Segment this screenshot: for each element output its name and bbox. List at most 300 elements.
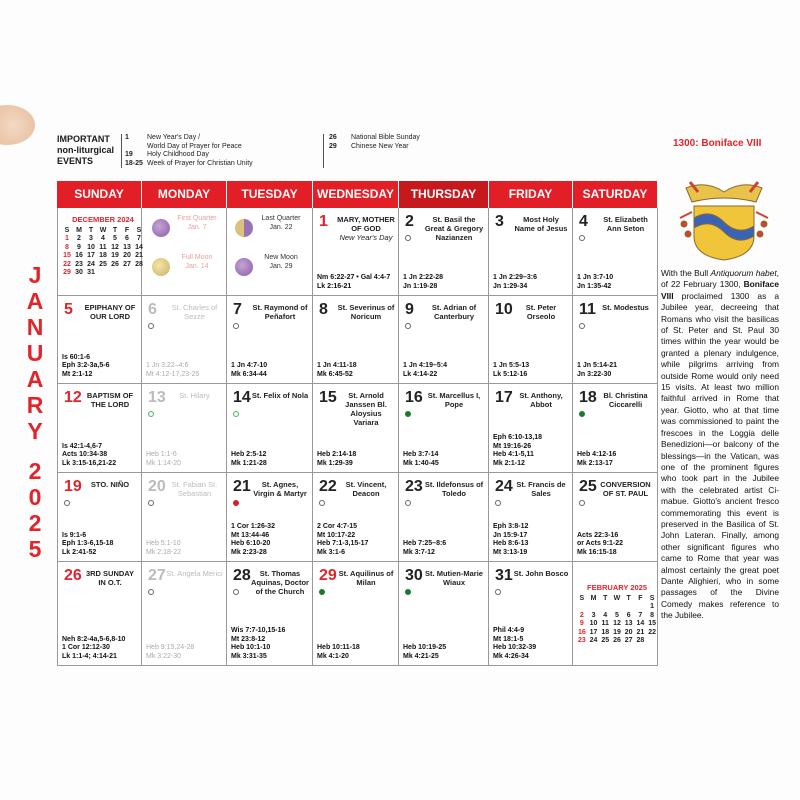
saint-title: St. Aquilinus of Milan <box>338 569 394 587</box>
day-cell <box>399 473 489 562</box>
mini-calendar-day: 9 <box>77 243 81 251</box>
mini-calendar-day: 9 <box>579 620 584 627</box>
readings <box>146 362 199 379</box>
saint-title: St. Arnold Janssen Bl. Aloysius Variara <box>345 391 387 427</box>
mini-calendar-head-cell: F <box>124 226 130 234</box>
liturgical-color-dot <box>64 500 70 506</box>
day-number: 4 <box>579 213 588 230</box>
liturgical-color-dot <box>148 500 154 506</box>
mini-calendar-day <box>611 603 623 612</box>
reading-line: 1 Jn 3:7-10 <box>577 274 614 281</box>
event-day: 19 <box>125 151 133 158</box>
day-number: 14 <box>233 389 251 406</box>
day-number: 27 <box>148 567 166 584</box>
moon-phase-label <box>259 254 303 271</box>
saint-title: BAPTISM OF THE LORD <box>86 391 134 409</box>
mini-calendar-title: DECEMBER 2024 <box>72 215 134 224</box>
readings <box>62 443 116 469</box>
day-number: 17 <box>495 389 513 406</box>
mini-calendar-head-cell: W <box>613 594 621 602</box>
reading-line: Jn 15:9-17 <box>493 531 528 539</box>
mini-calendar-day <box>646 637 658 646</box>
mini-calendar-table <box>61 227 145 278</box>
mini-calendar-day: 23 <box>75 260 83 268</box>
day-header-tuesday: TUESDAY <box>227 181 312 208</box>
mini-calendar-day: 1 <box>65 235 69 242</box>
mini-calendar-day: 17 <box>589 628 598 636</box>
liturgical-color-dot <box>579 235 585 241</box>
reading-line: 1 Cor 1:26-32 <box>231 523 275 530</box>
day-number: 5 <box>64 301 73 318</box>
reading-line: Lk 2:41-52 <box>62 548 97 556</box>
reading-line: Eph 3:2-3a,5-6 <box>62 362 110 369</box>
readings <box>62 532 113 558</box>
mini-calendar-day: 12 <box>613 620 621 627</box>
mini-calendar-row <box>61 244 145 253</box>
mini-calendar-day <box>588 603 600 612</box>
readings <box>231 451 267 468</box>
mini-calendar-row <box>576 637 658 646</box>
saint-title: St. John Bosco <box>513 569 569 578</box>
saint-title: St. Modestus <box>602 303 649 312</box>
day-number: 20 <box>148 478 166 495</box>
event-text: Chinese New Year <box>351 142 409 150</box>
reading-line: 1 Jn 4:7-10 <box>231 362 268 369</box>
day-number: 13 <box>148 389 166 406</box>
moon-phase-label <box>175 215 219 232</box>
month-letter: N <box>26 314 44 340</box>
mini-calendar-day: 19 <box>111 252 119 259</box>
day-cell <box>227 562 313 666</box>
mini-calendar-day <box>576 603 588 612</box>
event-row <box>329 134 420 143</box>
reading-line: 1 Jn 4:19–5:4 <box>403 362 447 369</box>
day-cell <box>57 562 142 666</box>
mini-calendar-day: 14 <box>636 620 645 627</box>
saint-title: St. Adrian of Canterbury <box>431 303 477 321</box>
readings <box>146 451 181 468</box>
reading-line: or Acts 9:1-22 <box>577 540 624 547</box>
reading-line: Wis 7:7-10,15-16 <box>231 627 286 634</box>
reading-line: Acts 10:34-38 <box>62 451 108 458</box>
reading-line: Acts 22:3-16 <box>577 531 619 539</box>
day-cell <box>57 384 142 473</box>
readings <box>493 434 542 468</box>
day-cell <box>573 296 658 384</box>
mini-calendar-day: 25 <box>99 260 107 268</box>
reading-line: Mt 13:44-46 <box>231 531 270 539</box>
saint-title: St. Hilary <box>179 391 210 400</box>
day-number: 7 <box>233 301 242 318</box>
saint-title: St. Felix of Nola <box>251 391 309 400</box>
day-number: 1 <box>319 213 328 230</box>
reading-line: Heb 9:15,24-28 <box>146 644 195 651</box>
mini-calendar-day: 22 <box>63 260 71 268</box>
day-number: 31 <box>495 567 513 584</box>
day-cell <box>313 296 399 384</box>
reading-line: 1 Jn 2:29–3:6 <box>493 274 537 281</box>
saint-title: St. Severinus of Noricum <box>337 303 395 321</box>
mini-calendar-day: 6 <box>626 611 631 619</box>
month-letters <box>18 262 52 444</box>
mini-calendar-head-cell: W <box>99 226 107 234</box>
day-cell <box>57 296 142 384</box>
mini-calendar-day: 25 <box>601 637 610 644</box>
reading-line: Heb 6:10-20 <box>231 540 271 547</box>
mini-calendar-head-cell: T <box>603 594 608 602</box>
day-cell <box>399 296 489 384</box>
day-cell <box>573 208 658 296</box>
readings <box>403 540 446 557</box>
reading-line: Heb 2:5-12 <box>231 451 267 458</box>
mini-calendar-head <box>61 227 145 236</box>
mini-calendar-day: 7 <box>137 235 141 242</box>
event-day: 18-25 <box>125 159 143 167</box>
readings <box>493 274 537 291</box>
mini-calendar-day: 17 <box>87 252 95 259</box>
mini-calendar-day: 23 <box>577 637 586 644</box>
mini-calendar-day: 14 <box>135 243 143 251</box>
mini-calendar-day: 2 <box>579 611 584 619</box>
day-number: 15 <box>319 389 337 406</box>
reading-line: Mk 6:34-44 <box>231 370 267 378</box>
mini-calendar-day: 18 <box>601 628 610 636</box>
reading-line: Mk 1:14-20 <box>146 459 182 467</box>
liturgical-color-dot <box>579 500 585 506</box>
readings <box>146 540 181 557</box>
moon-phase-icon <box>235 219 253 237</box>
reading-line: Mk 2:23-28 <box>231 548 267 556</box>
reading-line: Heb 3:7-14 <box>403 451 439 458</box>
mini-calendar-day: 5 <box>615 611 619 619</box>
liturgical-color-dot <box>148 589 154 595</box>
reading-line: Lk 4:14-22 <box>403 370 438 378</box>
day-cell <box>57 473 142 562</box>
event-row <box>329 143 420 152</box>
event-row <box>125 160 253 169</box>
readings <box>577 362 617 379</box>
mini-calendar-day: 13 <box>624 620 633 627</box>
day-number: 12 <box>64 389 82 406</box>
day-cell <box>399 384 489 473</box>
mini-calendar-head-cell: S <box>579 594 585 602</box>
readings <box>403 274 443 291</box>
mini-calendar-day <box>623 603 635 612</box>
mini-calendar-day: 16 <box>75 252 83 259</box>
mini-calendar-day <box>97 269 109 278</box>
day-number: 9 <box>405 301 414 318</box>
day-cell <box>313 208 399 296</box>
mini-calendar-head-cell: M <box>76 226 82 234</box>
mini-calendar-day: 16 <box>577 628 586 636</box>
reading-line: Heb 1:1-6 <box>146 451 177 458</box>
month-letter: J <box>28 262 42 288</box>
liturgical-color-dot <box>233 411 239 417</box>
liturgical-color-dot <box>148 411 154 417</box>
liturgical-color-dot <box>319 589 325 595</box>
readings <box>403 644 446 661</box>
liturgical-color-dot <box>495 589 501 595</box>
readings <box>231 362 267 379</box>
reading-line: Is 42:1-4,6-7 <box>62 442 103 450</box>
month-letter: R <box>26 392 44 418</box>
day-cell <box>227 473 313 562</box>
reading-line: Mk 4:26-34 <box>493 652 529 660</box>
moon-phase-date: Jan. 14 <box>185 262 209 270</box>
mini-calendar-row <box>576 612 658 621</box>
day-cell <box>399 208 489 296</box>
year-digit: 2 <box>28 510 42 536</box>
saint-title: St. Vincent, Deacon <box>345 480 387 498</box>
day-subtitle: New Year's Day <box>339 233 393 242</box>
event-text: National Bible Sunday <box>351 134 420 141</box>
mini-calendar-day: 11 <box>601 620 609 627</box>
mini-calendar-day <box>599 603 611 612</box>
reading-line: 2 Cor 4:7-15 <box>317 523 358 530</box>
saint-title: 3RD SUNDAY IN O.T. <box>85 569 135 587</box>
moon-phase-name: First Quarter <box>177 215 217 222</box>
readings <box>317 644 360 661</box>
day-number: 16 <box>405 389 423 406</box>
mini-calendar-day: 21 <box>636 628 645 636</box>
year-digit: 2 <box>28 458 42 484</box>
mini-calendar-day: 20 <box>123 252 131 259</box>
saint-title: St. Raymond of Peñafort <box>252 303 308 321</box>
day-number: 22 <box>319 478 337 495</box>
saint-title: STO. NIÑO <box>90 480 130 489</box>
day-cell <box>142 296 227 384</box>
reading-line: Mk 6:45-52 <box>317 370 353 378</box>
mini-calendar-day: 24 <box>87 260 95 268</box>
mini-calendar-day: 8 <box>65 243 69 251</box>
moon-phase-icon <box>152 258 170 276</box>
mini-calendar-day: 30 <box>75 269 83 276</box>
mini-calendar-head-cell: F <box>638 594 643 602</box>
mini-calendar-head-cell: T <box>112 226 118 234</box>
mini-calendar-day: 13 <box>123 243 131 251</box>
mini-calendar-day: 2 <box>77 235 81 242</box>
reading-line: Heb 10:11-18 <box>317 644 360 651</box>
saint-title: St. Elizabeth Ann Seton <box>603 215 648 233</box>
liturgical-color-dot <box>233 323 239 329</box>
day-number: 18 <box>579 389 597 406</box>
moon-phase-name: New Moon <box>264 254 298 261</box>
reading-line: Heb 2:14-18 <box>317 451 357 458</box>
day-number: 6 <box>148 301 157 318</box>
saint-title: St. Agnes, Virgin & Martyr <box>253 480 307 498</box>
saint-title: St. Francis de Sales <box>516 480 566 498</box>
day-number: 26 <box>64 567 82 584</box>
divider <box>323 134 324 168</box>
mini-calendar-day: 3 <box>591 611 596 619</box>
sidebar-article-title: 1300: Boniface VIII <box>673 138 762 149</box>
day-cell <box>313 562 399 666</box>
reading-line: Mk 3:31-35 <box>231 652 267 660</box>
mini-calendar-day: 26 <box>613 637 621 644</box>
readings <box>317 274 390 291</box>
day-number: 2 <box>405 213 414 230</box>
reading-line: Mt 18:1-5 <box>493 635 524 643</box>
day-cell <box>142 473 227 562</box>
day-cell <box>313 384 399 473</box>
reading-line: 1 Jn 5:14-21 <box>577 362 618 369</box>
mini-calendar-day: 15 <box>648 620 656 627</box>
saint-title: St. Fabian St. Sebastian <box>171 480 218 498</box>
mini-calendar-day <box>109 269 121 278</box>
reading-line: Heb 5:1-10 <box>146 540 181 547</box>
day-number: 19 <box>64 478 82 495</box>
day-number: 29 <box>319 567 337 584</box>
day-number: 3 <box>495 213 504 230</box>
sidebar-article-text: With the Bull Antiquorum habet, of 22 February 1300, Boniface VIII proclaimed 1300 as a Jubilee year, decreeing that Romans who visit the basilicas of St. Peter and St. Paul 30 times within the year would be granted a plenary indulgence, while pilgrims arriving from outside Rome would only need 15 visits. At least two million faithful arrived in Rome that year. Giotto, who at that time was commissioned to paint the frescoes in the Loggia delle Benedizioni—or balcony of the blessings—in the Vatican, was one of the prominent figures who took part in the Jubilee with the celebrated artist Ci- mabue. Giotto's ancient fresco commemorating this event is preserved in the Basilica of St. John Lateran. Finally, among other significant figures who came to Rome that year was almost certainly the great poet Dante Alighieri, who in some passages of the Divine Comedy makes reference to the Jubilee. <box>661 268 779 621</box>
mini-calendar-row <box>576 629 658 638</box>
reading-line: Is 9:1-6 <box>62 531 87 539</box>
moon-phase-name: Last Quarter <box>261 215 301 222</box>
day-cell <box>142 562 227 666</box>
mini-calendar-day: 28 <box>135 260 143 268</box>
reading-line: Heb 4:1-5,11 <box>493 451 534 458</box>
mini-calendar-head-cell: M <box>590 594 597 602</box>
reading-line: Is 60:1-6 <box>62 353 91 361</box>
day-header-wednesday: WEDNESDAY <box>313 181 398 208</box>
readings <box>403 362 447 379</box>
day-number: 28 <box>233 567 251 584</box>
reading-line: Jn 1:19-28 <box>403 282 438 290</box>
reading-line: 1 Jn 5:5-13 <box>493 362 530 369</box>
saint-title: CONVERSION OF ST. PAUL <box>600 480 651 498</box>
mini-calendar-day: 22 <box>648 628 656 636</box>
mini-calendar-day: 15 <box>63 252 71 259</box>
mini-calendar-day: 19 <box>613 628 621 636</box>
mini-calendar-day: 10 <box>589 620 598 627</box>
mini-calendar-day: 5 <box>113 235 117 242</box>
day-number: 11 <box>579 301 596 318</box>
liturgical-color-dot <box>579 323 585 329</box>
mini-calendar-head-cell: S <box>136 226 142 234</box>
readings <box>317 451 356 468</box>
saint-title: St. Ildefonsus of Toledo <box>424 480 484 498</box>
saint-title: St. Charles of Sezze <box>171 303 218 321</box>
reading-line: Heb 7:1-3,15-17 <box>317 540 369 547</box>
reading-line: 1 Jn 3:22–4:6 <box>146 362 189 369</box>
readings <box>146 644 194 661</box>
year-digit: 0 <box>28 484 42 510</box>
readings <box>62 636 125 662</box>
saint-title: Bl. Christina Ciccarelli <box>603 391 648 409</box>
events-header <box>57 134 617 174</box>
day-cell <box>489 208 573 296</box>
reading-line: Mk 3:7-12 <box>403 548 435 556</box>
day-cell <box>399 562 489 666</box>
mini-calendar-day: 6 <box>125 235 129 242</box>
event-day <box>125 143 147 152</box>
reading-line: Mk 3:1-6 <box>317 548 346 556</box>
events-title: IMPORTANT non-liturgical EVENTS <box>57 134 114 166</box>
reading-line: Heb 10:1-10 <box>231 644 271 651</box>
december-2024-calendar <box>61 216 145 278</box>
day-cell <box>489 296 573 384</box>
reading-line: Nm 6:22-27 • Gal 4:4-7 <box>317 274 391 281</box>
readings <box>493 627 536 661</box>
reading-line: Mt 2:1-12 <box>62 370 93 378</box>
month-letter: U <box>26 340 44 366</box>
day-header-thursday: THURSDAY <box>399 181 488 208</box>
mini-calendar-day <box>635 603 647 612</box>
liturgical-color-dot <box>233 589 239 595</box>
liturgical-color-dot <box>405 323 411 329</box>
readings <box>577 532 623 558</box>
reading-line: 1 Jn 2:22-28 <box>403 274 444 281</box>
liturgical-color-dot <box>233 500 239 506</box>
saint-title: St. Angela Merici <box>166 569 223 578</box>
reading-line: Mk 2:13-17 <box>577 459 613 467</box>
moon-phase-icon <box>152 219 170 237</box>
event-day: 1 <box>125 134 129 141</box>
saint-title: St. Anthony, Abbot <box>519 391 563 409</box>
reading-line: Jn 1:35-42 <box>577 282 612 290</box>
reading-line: Eph 1:3-6,15-18 <box>62 540 114 547</box>
readings <box>577 274 613 291</box>
day-number: 24 <box>495 478 513 495</box>
mini-calendar-head-cell: S <box>64 226 70 234</box>
reading-line: Heb 4:12-16 <box>577 451 617 458</box>
liturgical-color-dot <box>405 411 411 417</box>
mini-calendar-day: 27 <box>123 260 131 268</box>
mini-calendar-row <box>61 235 145 244</box>
reading-line: Mk 16:15-18 <box>577 548 617 556</box>
mini-calendar-row <box>576 620 658 629</box>
reading-line: Mk 3:22-30 <box>146 652 182 660</box>
reading-line: Lk 2:16-21 <box>317 282 352 290</box>
event-text: Holy Childhood Day <box>147 151 209 158</box>
day-header-friday: FRIDAY <box>489 181 572 208</box>
liturgical-color-dot <box>495 500 501 506</box>
reading-line: Jn 3:22-30 <box>577 370 612 378</box>
mini-calendar-day: 7 <box>638 611 643 619</box>
mini-calendar-day: 3 <box>89 235 93 242</box>
liturgical-color-dot <box>579 411 585 417</box>
month-letter: A <box>26 366 44 392</box>
year-digit: 5 <box>28 536 42 562</box>
liturgical-color-dot <box>405 500 411 506</box>
reading-line: Lk 5:12-16 <box>493 370 528 378</box>
mini-calendar-day: 10 <box>87 243 95 251</box>
mini-calendar-head-cell: T <box>626 594 631 602</box>
readings <box>403 451 439 468</box>
day-cell <box>227 384 313 473</box>
reading-line: Mk 2:18-22 <box>146 548 182 556</box>
event-row <box>125 134 253 143</box>
reading-line: Heb 7:25–8:6 <box>403 540 447 547</box>
saint-title: MARY, MOTHER OF GOD New Year's Day <box>337 215 395 242</box>
mini-calendar-day: 27 <box>624 637 633 644</box>
event-text: Week of Prayer for Christian Unity <box>147 159 253 167</box>
reading-line: Jn 1:29-34 <box>493 282 528 290</box>
saint-title: EPIPHANY OF OUR LORD <box>84 303 136 321</box>
reading-line: Lk 1:1-4; 4:14-21 <box>62 652 117 660</box>
mini-calendar-day: 8 <box>650 611 655 619</box>
moon-phase-label <box>175 254 219 271</box>
mini-calendar-day: 12 <box>111 243 119 251</box>
reading-line: Heb 10:19-25 <box>403 644 447 651</box>
reading-line: Phil 4:4-9 <box>493 627 525 634</box>
mini-calendar-day: 31 <box>87 269 95 276</box>
reading-line: Mk 1:29-39 <box>317 459 353 467</box>
readings <box>317 523 368 557</box>
day-number: 21 <box>233 478 251 495</box>
readings <box>231 627 285 661</box>
liturgical-color-dot <box>148 323 154 329</box>
